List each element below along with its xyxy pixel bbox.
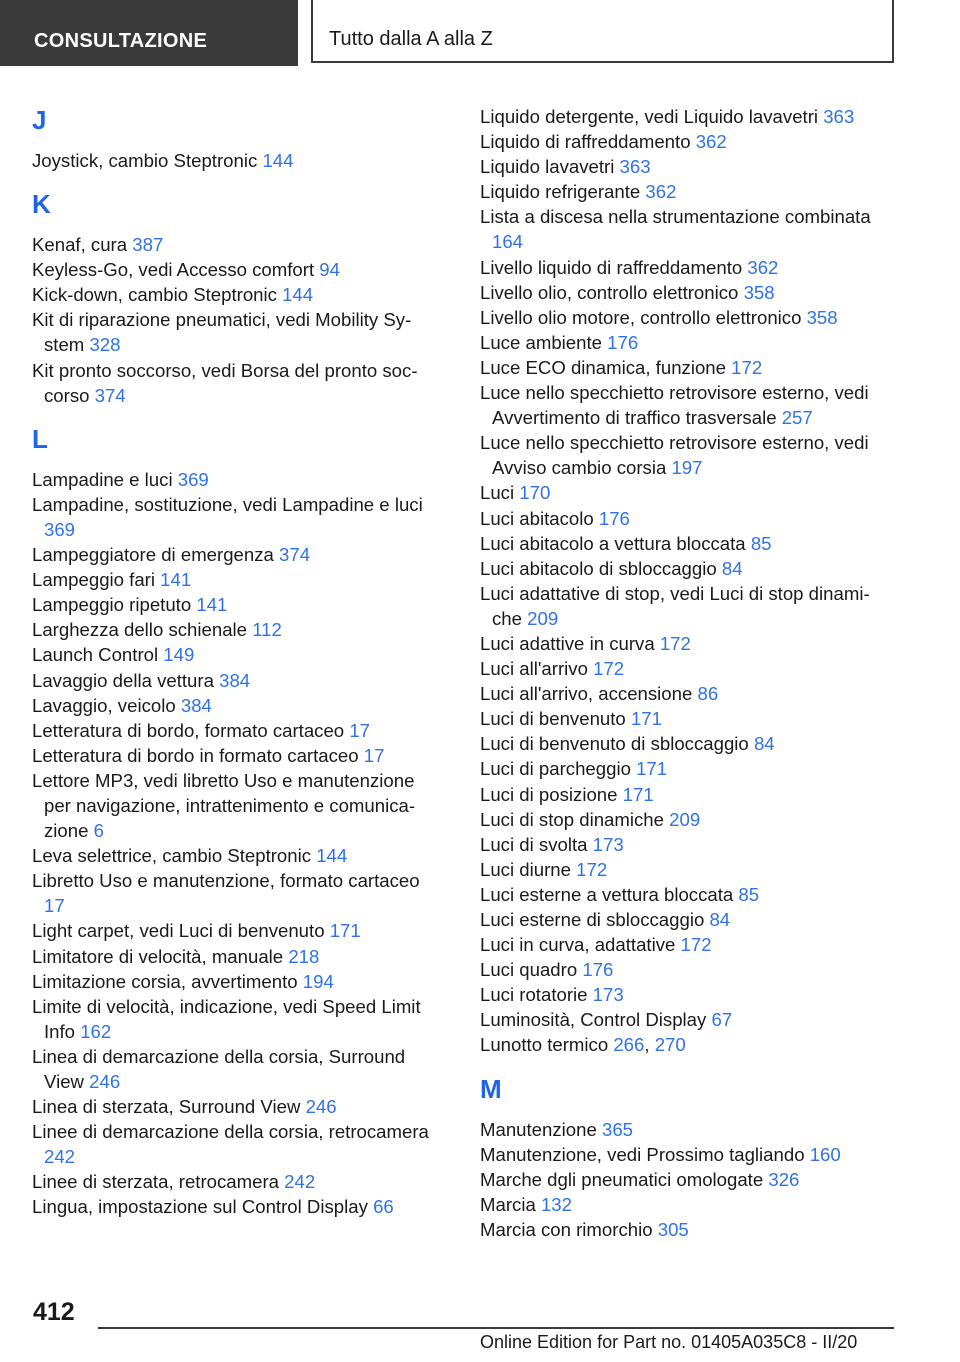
- index-entry: [480, 782, 890, 807]
- index-entry: [32, 743, 437, 768]
- page-link[interactable]: 218: [288, 945, 320, 967]
- page-separator: ,: [644, 1034, 655, 1056]
- page-link[interactable]: 17: [363, 744, 385, 766]
- letter-gap: [32, 408, 437, 422]
- entry-text: Livello liquido di raffreddamento: [480, 256, 748, 278]
- page-link[interactable]: 86: [697, 683, 719, 705]
- index-entry: [32, 358, 437, 408]
- entry-text: Luci quadro: [480, 959, 583, 981]
- page-link[interactable]: 242: [284, 1171, 316, 1193]
- page-link[interactable]: 257: [781, 407, 813, 429]
- index-entry: [32, 868, 437, 918]
- index-entry: [32, 257, 437, 282]
- page-link[interactable]: 173: [592, 833, 624, 855]
- page-link[interactable]: 94: [319, 259, 340, 281]
- entry-text: Luci di benvenuto di sbloccaggio: [480, 733, 754, 755]
- page-link[interactable]: 162: [80, 1020, 112, 1042]
- index-entry: [480, 255, 890, 280]
- page-link[interactable]: 176: [607, 331, 639, 353]
- index-entry: [32, 467, 437, 492]
- page-link[interactable]: 84: [753, 733, 775, 755]
- chapter-title: Tutto dalla A alla Z: [329, 28, 493, 50]
- index-entry: [480, 556, 890, 581]
- entry-text: Luci esterne di sbloccaggio: [480, 909, 710, 930]
- entry-text: Limitazione corsia, avvertimento: [32, 970, 303, 992]
- letter-gap: [480, 1058, 890, 1072]
- page-link[interactable]: 326: [768, 1168, 800, 1190]
- index-entry: [480, 104, 890, 129]
- index-entry: [480, 1032, 890, 1057]
- index-entry: [32, 918, 437, 943]
- index-entry: [32, 1094, 437, 1119]
- page-link[interactable]: 365: [601, 1118, 634, 1140]
- entry-text: Lavaggio, veicolo: [32, 694, 181, 716]
- page-link[interactable]: 170: [519, 482, 551, 504]
- page-link[interactable]: 171: [622, 783, 654, 805]
- page-link[interactable]: 171: [329, 920, 361, 942]
- entry-text: Larghezza dello schienale: [32, 619, 253, 641]
- entry-text: Marcia con rimorchio: [480, 1218, 658, 1240]
- index-entry: [480, 154, 890, 179]
- entry-text: Lampadine e luci: [32, 468, 178, 490]
- page-link[interactable]: 144: [316, 845, 348, 867]
- page-link[interactable]: 362: [747, 256, 779, 278]
- index-entry: [480, 857, 890, 882]
- page-link[interactable]: 84: [721, 557, 743, 579]
- index-entry: [480, 631, 890, 656]
- index-entry: [480, 1167, 890, 1192]
- entry-text: Keyless-Go, vedi Accesso comfort: [32, 259, 320, 281]
- entry-text: Luci di posizione: [480, 783, 623, 805]
- index-entry: [32, 642, 437, 667]
- entry-text: Liquido detergente, vedi Liquido lavavetri: [480, 106, 824, 127]
- index-entry: [480, 1117, 890, 1142]
- page-link[interactable]: 149: [163, 644, 195, 666]
- entry-text: Marcia: [480, 1193, 541, 1215]
- entry-text: Luci di parcheggio: [480, 758, 637, 780]
- page-link[interactable]: 171: [636, 758, 668, 780]
- chapter-tab: [311, 0, 894, 63]
- index-entry: [480, 1007, 890, 1032]
- entry-text: Marche dgli pneumatici omologate: [480, 1168, 769, 1190]
- index-entry: [480, 129, 890, 154]
- page-link[interactable]: 172: [576, 858, 608, 880]
- index-entry: [480, 731, 890, 756]
- page-link[interactable]: 144: [262, 150, 294, 171]
- entry-text: Lunotto termico: [480, 1034, 614, 1056]
- entry-text: Lingua, impostazione sul Control Display: [32, 1196, 374, 1218]
- page-link[interactable]: 141: [196, 594, 228, 616]
- index-entry: [32, 1044, 437, 1094]
- entry-text: Luci esterne a vettura bloccata: [480, 883, 739, 905]
- index-entry: [480, 305, 890, 330]
- index-entry: [32, 567, 437, 592]
- index-entry: [480, 380, 890, 430]
- entry-text: Manutenzione, vedi Prossimo tagliando: [480, 1143, 810, 1165]
- page-link[interactable]: 197: [671, 457, 703, 479]
- index-entry: [480, 355, 890, 380]
- footer-text: Online Edition for Part no. 01405A035C8 - II/20: [480, 1332, 858, 1352]
- page-link[interactable]: 85: [738, 883, 760, 905]
- index-entry: [480, 1192, 890, 1217]
- index-entry: [480, 756, 890, 781]
- page-link[interactable]: 172: [680, 934, 712, 956]
- index-entry: [480, 330, 890, 355]
- entry-text: Lampeggio ripetuto: [32, 594, 197, 616]
- page-link[interactable]: 374: [94, 384, 126, 406]
- index-entry: [32, 718, 437, 743]
- page-link[interactable]: 164: [492, 231, 524, 253]
- index-entry: [32, 843, 437, 868]
- index-entry: [32, 944, 437, 969]
- entry-text: Lampadine, sostituzione, vedi Lampadine e luci: [32, 493, 423, 515]
- index-entry: [32, 542, 437, 567]
- index-entry: [480, 957, 890, 982]
- page-link[interactable]: 172: [593, 658, 625, 680]
- page-link[interactable]: 84: [709, 909, 731, 930]
- page-link[interactable]: 358: [743, 281, 775, 303]
- entry-text: Luci di stop dinamiche: [480, 808, 670, 830]
- entry-text: Luci all'arrivo: [480, 658, 594, 680]
- page-link[interactable]: 387: [132, 234, 164, 256]
- page-link[interactable]: 384: [180, 694, 212, 716]
- index-entry: [32, 1119, 437, 1169]
- index-entry: [32, 1194, 437, 1219]
- index-entry: [32, 492, 437, 542]
- index-entry: [480, 1142, 890, 1167]
- entry-text: Liquido lavavetri: [480, 156, 620, 178]
- page-number: 412: [33, 1298, 75, 1326]
- page-link[interactable]: 85: [750, 532, 772, 554]
- entry-text: Manutenzione: [480, 1118, 602, 1140]
- entry-text: Luci all'arrivo, accensione: [480, 683, 698, 705]
- entry-text: Luci di benvenuto: [480, 708, 631, 730]
- entry-text: Luci abitacolo a vettura bloccata: [480, 532, 751, 554]
- page-link[interactable]: 132: [540, 1193, 572, 1215]
- entry-text: Kenaf, cura: [32, 234, 133, 256]
- page-link[interactable]: 384: [219, 669, 251, 691]
- index-entry: [480, 280, 890, 305]
- entry-text: Luci adattive in curva: [480, 632, 660, 654]
- entry-text: Lista a discesa nella strumentazione combinata: [480, 206, 871, 228]
- index-entry: [480, 179, 890, 204]
- entry-text: Linee di demarcazione della corsia, retrocamera: [32, 1121, 429, 1143]
- entry-text: Leva selettrice, cambio Steptronic: [32, 845, 317, 867]
- section-tab: [0, 0, 298, 66]
- index-entry: [32, 969, 437, 994]
- entry-text: Luce nello specchietto retrovisore esterno, vedi Avviso cambio corsia: [480, 432, 869, 479]
- page-link[interactable]: 172: [731, 356, 763, 378]
- page-link[interactable]: 242: [44, 1146, 76, 1168]
- page-link[interactable]: 112: [252, 619, 282, 641]
- index-entry: [32, 668, 437, 693]
- entry-text: Liquido refrigerante: [480, 181, 646, 203]
- index-entry: [480, 581, 890, 631]
- entry-text: Libretto Uso e manutenzione, formato cartaceo: [32, 870, 420, 892]
- page-link[interactable]: 270: [654, 1034, 686, 1056]
- entry-text: Luci in curva, adattative: [480, 934, 681, 956]
- footer-divider: [98, 1327, 894, 1329]
- entry-text: Luci di svolta: [480, 833, 593, 855]
- page-link[interactable]: 246: [305, 1096, 337, 1118]
- index-entry: [480, 907, 890, 932]
- page-header: [0, 0, 960, 66]
- page-link[interactable]: 374: [279, 544, 311, 566]
- entry-text: Luci: [480, 482, 520, 504]
- entry-text: Luci abitacolo: [480, 507, 599, 529]
- page-link[interactable]: 6: [93, 820, 104, 842]
- entry-text: Livello olio motore, controllo elettronico: [480, 306, 807, 328]
- index-entry: [480, 506, 890, 531]
- entry-text: Kick-down, cambio Steptronic: [32, 284, 283, 306]
- index-column-left: [32, 103, 437, 1220]
- page-link[interactable]: 17: [349, 719, 370, 741]
- page-link[interactable]: 17: [44, 895, 65, 917]
- entry-text: Luci rotatorie: [480, 984, 593, 1006]
- index-entry: [480, 807, 890, 832]
- index-entry: [32, 148, 437, 173]
- index-letter-heading: L: [32, 423, 48, 454]
- index-entry: [480, 882, 890, 907]
- entry-text: Limitatore di velocità, manuale: [32, 945, 289, 967]
- page-link[interactable]: 176: [582, 959, 614, 981]
- section-label: CONSULTAZIONE: [34, 30, 208, 52]
- index-entry: [480, 706, 890, 731]
- entry-text: Linea di sterzata, Surround View: [32, 1096, 306, 1118]
- index-entry: [32, 693, 437, 718]
- entry-text: Luce ECO dinamica, funzione: [480, 356, 732, 378]
- entry-text: Luci diurne: [480, 858, 577, 880]
- page-link[interactable]: 160: [809, 1143, 841, 1165]
- index-entry: [480, 932, 890, 957]
- index-entry: [32, 307, 437, 357]
- page-link[interactable]: 172: [659, 632, 691, 654]
- index-entry: [32, 282, 437, 307]
- entry-text: Luce ambiente: [480, 331, 608, 353]
- entry-text: Liquido di raffreddamento: [480, 131, 696, 153]
- page-link[interactable]: 362: [695, 131, 727, 153]
- index-entry: [480, 982, 890, 1007]
- page-link[interactable]: 358: [806, 306, 838, 328]
- index-entry: [480, 656, 890, 681]
- page-link[interactable]: 194: [302, 970, 334, 992]
- entry-text: Light carpet, vedi Luci di benvenuto: [32, 920, 330, 942]
- page-link[interactable]: 266: [613, 1034, 645, 1056]
- index-entry: [480, 480, 890, 505]
- index-entry: [32, 592, 437, 617]
- index-entry: [32, 1169, 437, 1194]
- index-letter-heading: M: [480, 1073, 502, 1104]
- page-link[interactable]: 144: [282, 284, 314, 306]
- index-entry: [32, 232, 437, 257]
- page-link[interactable]: 209: [527, 607, 559, 629]
- page-link[interactable]: 363: [619, 156, 651, 178]
- index-entry: [480, 681, 890, 706]
- index-entry: [32, 768, 437, 843]
- entry-text: Livello olio, controllo elettronico: [480, 281, 744, 303]
- entry-text: Launch Control: [32, 644, 164, 666]
- page-link[interactable]: 369: [44, 518, 76, 540]
- page-link[interactable]: 209: [669, 808, 701, 830]
- entry-text: Lampeggiatore di emergenza: [32, 544, 280, 566]
- page-link[interactable]: 173: [592, 984, 624, 1006]
- entry-text: Linea di demarcazione della corsia, Surround View: [32, 1045, 406, 1092]
- page-link[interactable]: 305: [657, 1218, 689, 1240]
- entry-text: Luminosità, Control Display: [480, 1009, 712, 1031]
- page-link[interactable]: 171: [630, 708, 662, 730]
- page-link[interactable]: 328: [89, 334, 121, 356]
- index-letter-heading: K: [32, 189, 51, 220]
- entry-text: Luce nello specchietto retrovisore esterno, vedi Avvertimento di traffico trasversale: [480, 382, 869, 429]
- index-entry: [32, 994, 437, 1044]
- index-entry: [480, 531, 890, 556]
- entry-text: Kit di riparazione pneumatici, vedi Mobility System: [32, 309, 412, 356]
- index-entry: [480, 1217, 890, 1242]
- page-link[interactable]: 67: [711, 1009, 733, 1031]
- entry-text: Linee di sterzata, retrocamera: [32, 1171, 285, 1193]
- letter-gap: [32, 173, 437, 187]
- page-link[interactable]: 369: [177, 468, 209, 490]
- index-column-right: [480, 104, 890, 1242]
- page-link[interactable]: 363: [823, 106, 855, 127]
- page-link[interactable]: 66: [373, 1196, 394, 1218]
- entry-text: Luci abitacolo di sbloccaggio: [480, 557, 722, 579]
- index-entry: [480, 204, 890, 254]
- index-entry: [480, 832, 890, 857]
- entry-text: Joystick, cambio Steptronic: [32, 150, 263, 171]
- entry-text: Lettore MP3, vedi libretto Uso e manutenzione per navigazione, intrattenimento e comunicazione: [32, 769, 416, 842]
- page-link[interactable]: 246: [89, 1071, 121, 1092]
- page-link[interactable]: 141: [160, 569, 192, 591]
- entry-text: Lavaggio della vettura: [32, 669, 220, 691]
- page-link[interactable]: 362: [645, 181, 677, 203]
- index-entry: [480, 430, 890, 480]
- index-letter-heading: J: [32, 105, 47, 135]
- index-entry: [32, 617, 437, 642]
- entry-text: Kit pronto soccorso, vedi Borsa del pronto soccorso: [32, 359, 418, 406]
- entry-text: Limite di velocità, indicazione, vedi Speed Limit Info: [32, 995, 421, 1042]
- entry-text: Lampeggio fari: [32, 569, 161, 591]
- entry-text: Letteratura di bordo, formato cartaceo: [32, 719, 350, 741]
- entry-text: Letteratura di bordo in formato cartaceo: [32, 744, 364, 766]
- entry-text: Luci adattative di stop, vedi Luci di stop dinamiche: [480, 582, 870, 629]
- page-link[interactable]: 176: [598, 507, 630, 529]
